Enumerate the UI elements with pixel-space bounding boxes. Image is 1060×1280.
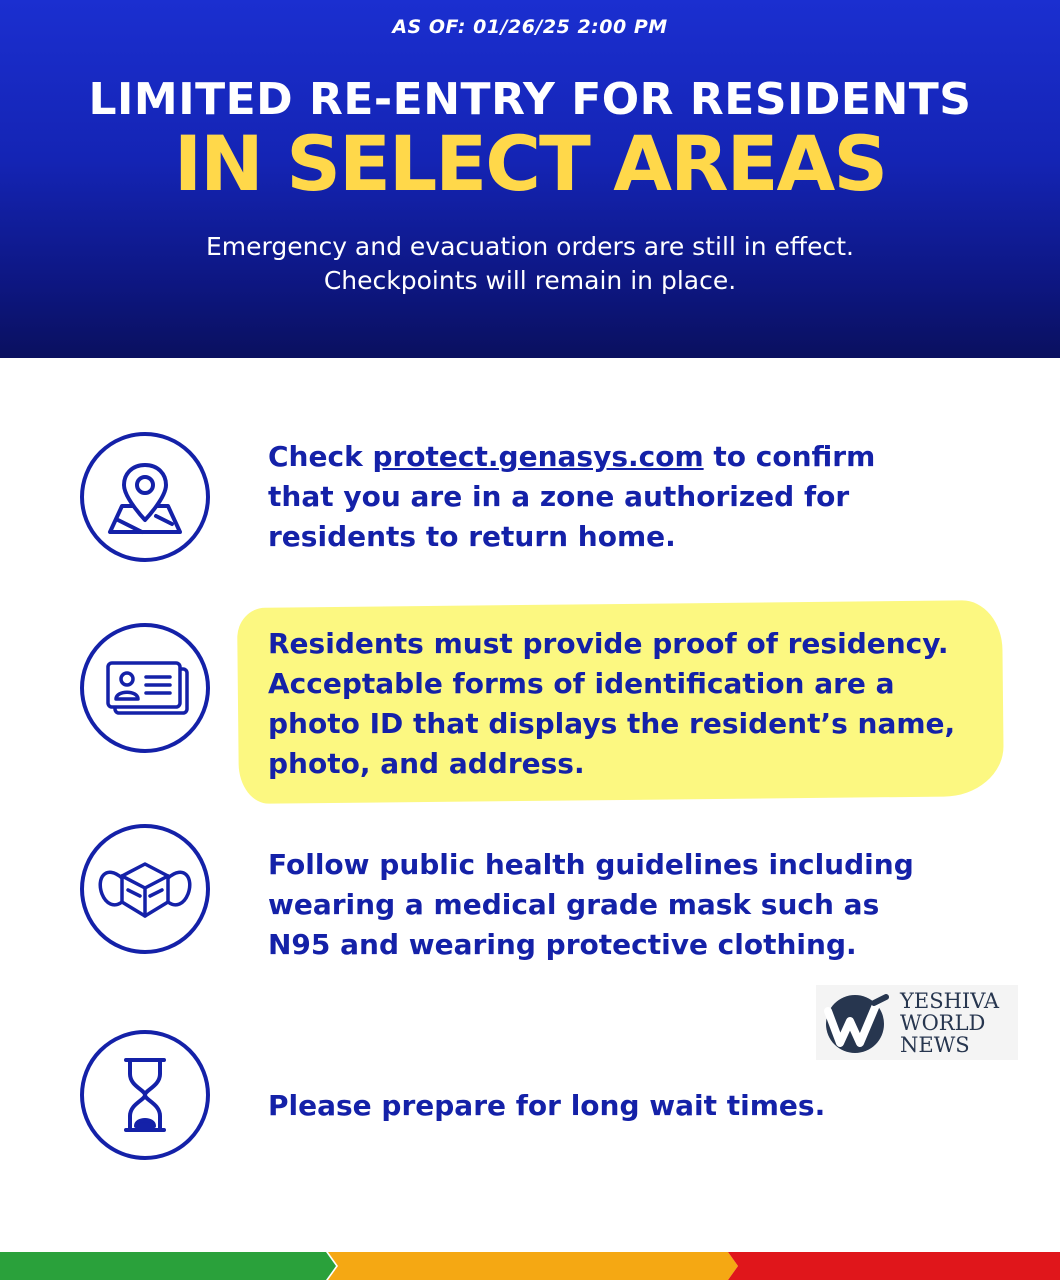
id-card-icon (80, 623, 210, 753)
item-4-line-1: Please prepare for long wait times. (268, 1089, 826, 1122)
orange-stripe (328, 1252, 738, 1280)
header-banner (0, 0, 1060, 358)
genasys-link[interactable]: protect.genasys.com (372, 440, 704, 473)
logo-wordmark (900, 990, 1020, 1056)
item-1-line-3: residents to return home. (268, 520, 676, 553)
red-stripe (728, 1252, 1060, 1280)
item-3-line-3: N95 and wearing protective clothing. (268, 928, 857, 961)
as-of-timestamp: AS OF: 01/26/25 2:00 PM (392, 16, 668, 38)
map-pin-icon (80, 432, 210, 562)
green-stripe (0, 1252, 336, 1280)
logo-line-1: YESHIVA (900, 989, 1000, 1013)
subtitle-line-2: Checkpoints will remain in place. (323, 266, 737, 295)
logo-line-2: WORLD (900, 1011, 986, 1035)
item-2-line-1: Residents must provide proof of residency. (268, 627, 949, 660)
subtitle-line-1: Emergency and evacuation orders are still in effect. (205, 232, 854, 261)
yeshiva-world-news-logo (816, 985, 1018, 1060)
subtitle (0, 230, 1060, 298)
item-2-line-3: photo ID that displays the resident’s name, (268, 707, 956, 740)
logo-line-3: NEWS (900, 1033, 970, 1057)
face-mask-icon (80, 824, 210, 954)
bottom-color-stripes (0, 1252, 1060, 1280)
item-1-pre-text: Check (268, 440, 373, 473)
title-line-2: IN SELECT AREAS (173, 119, 887, 208)
hourglass-icon (80, 1030, 210, 1160)
item-2-line-4: photo, and address. (268, 747, 585, 780)
item-2-line-2: Acceptable forms of identification are a (268, 667, 895, 700)
item-1-post-text: to confirm (703, 440, 876, 473)
item-1-line-1 (268, 437, 1008, 477)
item-1-line-2: that you are in a zone authorized for (268, 480, 850, 513)
item-3-line-2: wearing a medical grade mask such as (268, 888, 880, 921)
title-line-1: LIMITED RE-ENTRY FOR RESIDENTS (88, 74, 972, 125)
item-3-line-1: Follow public health guidelines including (268, 848, 914, 881)
ywn-logo-mark (822, 989, 892, 1055)
